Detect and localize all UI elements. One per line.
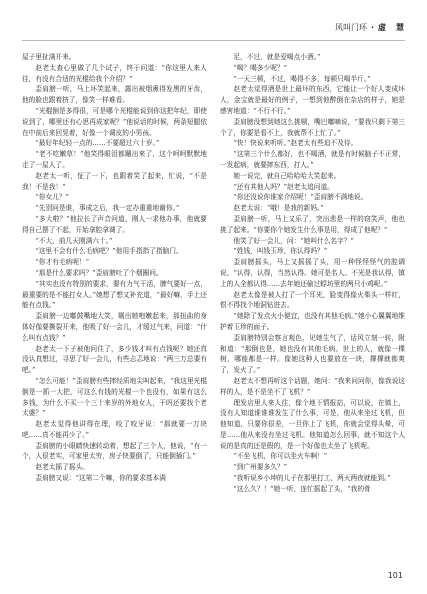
paragraph: 赵老太一下子被他问住了，多少钱才叫有点钱呢？她还真没认真想过，寻思了好一会儿，有些忐忑地说：“两三万总要有吧。” (22, 344, 207, 375)
page-number: 101 (387, 571, 403, 580)
header-separator: · (370, 23, 374, 32)
paragraph: 足，不过，就是爱喝点小酒。” (233, 53, 321, 61)
paragraph: “这第三个什么都好，也不喝酒，就是有时候脑子不正常，一发起病，就要摔东西，打人。” (220, 150, 405, 169)
paragraph: 歪肩膀又说：“这第二个嘛，你的要求基本满 (35, 474, 166, 483)
paragraph: 歪肩膀摇头，马上又摇摇了头，用一种怪怪怪气的腔调说，“认得，认得，当然认得。她可是名人。不光是我认得，镇上的人全都认得……去年她还偷过蜉坊里的两只小鸡呢。” (220, 258, 405, 288)
paragraph: “喝？喝多少呢？” (233, 63, 288, 72)
paragraph: “你还没说你谁家介绍呢！”歪肩膀不满地说。 (233, 193, 368, 202)
paragraph: “快！快说来听听。”赵老太有些迫不及待。 (233, 139, 358, 148)
paragraph: 赵老太摇了摇头。 (35, 463, 89, 472)
paragraph: 赵老太觉得他讲得在理，咬了咬牙说：“那就要一万块吧……真不能再少了。” (22, 420, 207, 439)
paragraph: 屋子里扯满开来。 (22, 53, 76, 61)
paragraph: “不大，前几天刚满六十。” (35, 236, 113, 245)
body-columns (22, 52, 405, 560)
running-header (335, 22, 405, 33)
paragraph: “先别问是谁，事成之后，我一定办重重地谢你。” (35, 204, 180, 213)
paragraph: 赵老太说：“哦！是我的新妈。” (233, 204, 324, 213)
left-column (22, 52, 207, 560)
paragraph: 歪肩膀一听，马上又乐了，突出悲是一样的窃笑声，他也挑了起来。“你要你个她发生什么事是用，得成了他呢？” (220, 214, 405, 234)
right-column (220, 52, 405, 560)
paragraph: 赵老太像是被人打了一个耳光，脸变得像火柴头一样红，恨不得找个地洞钻进去。 (220, 290, 405, 310)
paragraph: 他笑了好一会儿，问：“她叫什么名字？” (233, 236, 354, 245)
paragraph: 歪肩膀特别会察言观色，见她生气了，话风立刻一转，附和道：“那倒也是，她也没有其他毛病。世上的人，就像一棵树，哪能都是一样。像她这种人也要放在一块，撑撑就都爽了，发火了。” (220, 333, 405, 375)
header-author: 虚 慧 (378, 23, 405, 32)
paragraph: 歪肩膀的小眼睛快速转动着，想起了三个人，他说，“有一个，人很老实，可家里太穷，房子快要倒了，只能倒插门。” (22, 441, 207, 461)
paragraph: “这里不会有什么毛病吧？”他用手指指了指脑门。 (35, 247, 183, 256)
paragraph: “其实也没有特别的要求，要有力气干活，脾气要好一点，最重要的是不能打女人。”她想了想又补充道，“最好嘛，手上还能有点钱。” (22, 279, 207, 310)
paragraph: “多大啦？”他拉长了声音问道，刚人一求他办事，他就要得自己摆了不起，开始拿腔拿调了。 (22, 214, 207, 234)
paragraph: “这么久？！”她一听，连忙摇起了头，“我的骨 (233, 484, 371, 493)
paragraph: “到广州要多久？” (233, 463, 288, 472)
paragraph: 歪肩膀一听，马上坏笑起来，露出被烟熏得发黑的牙齿，他的脸也跟着挤了，像笑一样难看。 (22, 85, 207, 105)
paragraph: “不坐飞机，你可以坐火车啊！” (233, 452, 328, 461)
paragraph: 理发店里人来人往，像个地下情报站，可以说，在镇上，没有人知道谁谁谁发生了什么事，可是，他从来坐过飞机，但他知道，只要你很差，一旦你上了飞机，你就会觉得头晕，可是……他从来没有坐过飞机。他知道怎么回事，就不知这个人说的是真的还是假的，是一个好像也太坐了飞机呢。 (220, 398, 405, 450)
paragraph: “她除了发点火小便宜，也没有其他毛病。”她小心翼翼地维护着玉珍的面子。 (220, 312, 405, 331)
paragraph: 赵老太查心里做了几个试子，终于问道：“你这里人来人往，有没有合适的光棍给我个介绍？” (22, 63, 207, 83)
paragraph: “你女儿？” (35, 193, 69, 202)
paragraph: 歪肩膀一边嘟鼓嘴地大笑，剔出她咆嫩起来，那扭曲的身体好像要撕裂开来，他吸了好一会儿，才缓过气来，问道：“什么叫有点钱？” (22, 312, 207, 342)
paragraph: “姓钱，叫钱玉珍，你认得吗？” (233, 247, 328, 256)
paragraph: 她一说完，就自己哈哈哈大笑起来。 (233, 171, 341, 180)
paragraph: “老不吃嫩草！”他笑得眼泪都蹦出来了，这个呵呵默默地走了一屋人了。 (22, 150, 207, 169)
paragraph: “我听说乡小坤的儿子在那里打工，两天两夜就能到。” (233, 474, 391, 483)
paragraph: “一天三顿，不过，喝得不多，每顿只喝半斤。” (233, 74, 371, 83)
paragraph: “怎么可能！”歪肩膀有些摔经质地尖叫起来，“我这里光棍倒是一抓一大把，可这么有钱的光棍一个也没有，如果有这么多钱，为什么不买一个三十来岁的外地女人，干吗还要找个老太婆？” (22, 376, 207, 418)
paragraph: 赵老太不想再听这个话题，她问：“我来问问你，像我说这样的人，是不是坐不了飞机？” (220, 376, 405, 396)
paragraph: 赵老太觉得酒是世上最坏的东西，它能让一个好人变成坏人，金宝就是最好的例子，一想到他醉倒在杂店的样子，她是感害地道：“不行不行。” (220, 85, 405, 115)
paragraph: “还有其他人吗？”赵老太追问道。 (233, 182, 334, 191)
paragraph: “最好年纪轻一点的……不要超过六十岁。” (35, 139, 160, 148)
paragraph: 赵老太一听，怔了一下，也跟着笑了起来，忙说，“不是我！不是我！” (22, 171, 207, 191)
paragraph: “光棍倒是多得很，可是哪个光棍能说到你这把年纪，即使说到了，哪里还有心思再成家呢？”他说话的时候，两条短腿依在中前后来回晃着，好像一个调皮的小男孩。 (22, 106, 207, 137)
paragraph: “那是什么要求吗？”歪肩膀吐了个烟圈问。 (35, 268, 163, 277)
header-rule (22, 40, 405, 41)
paragraph: 歪肩膀没想到她这么挑剔，嘴巴嘟嘀说，“要我只剩下第三个了，你要是看不上，我就帮不上忙了。” (220, 117, 405, 137)
header-section: 风叫门环 (334, 23, 367, 32)
paragraph: “你才有毛病呢！” (35, 258, 90, 267)
